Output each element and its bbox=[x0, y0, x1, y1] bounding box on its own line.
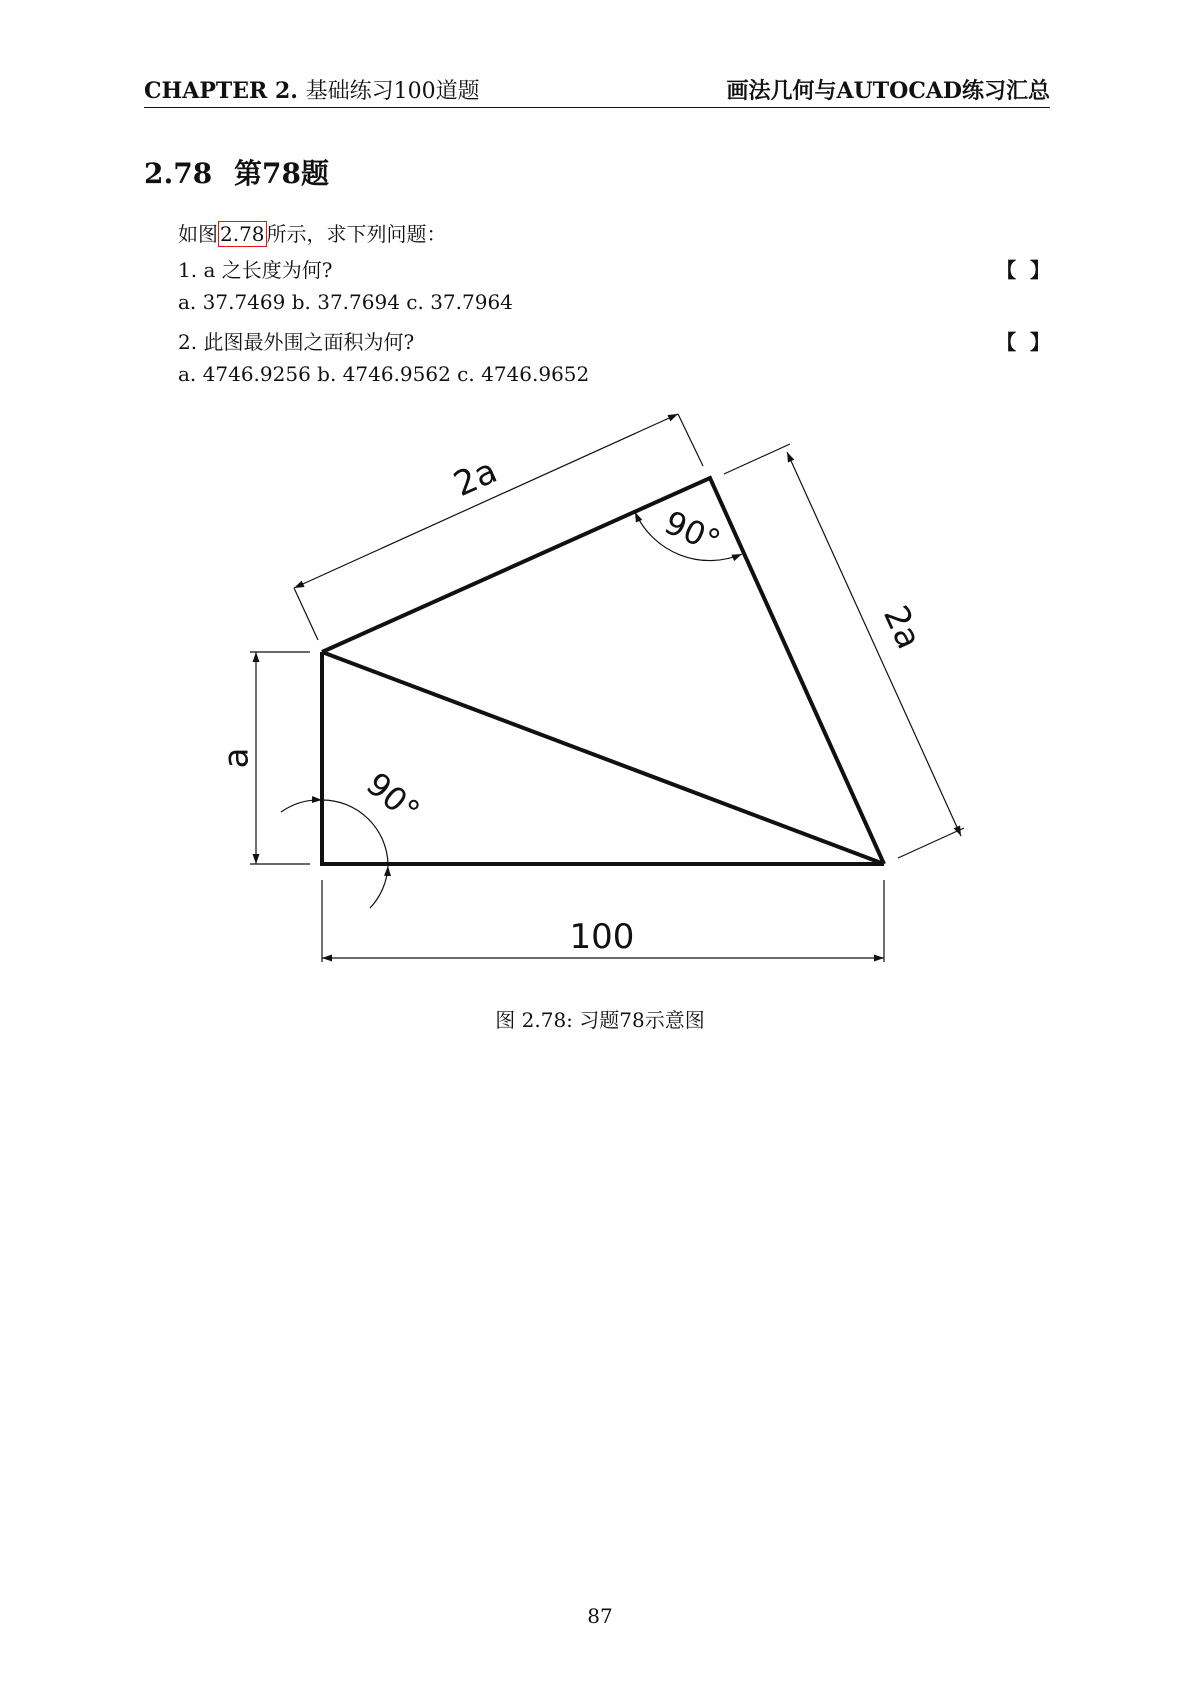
top-edge-label: 2a bbox=[447, 451, 504, 505]
top-dim-extension-left bbox=[294, 588, 318, 640]
left-edge-label: a bbox=[216, 747, 257, 769]
figure-caption: 图 2.78: 习题78示意图 bbox=[495, 1008, 705, 1032]
intro-prefix: 如图 bbox=[178, 222, 218, 246]
chapter-label: CHAPTER 2. bbox=[144, 78, 298, 104]
question-2-options: a. 4746.9256 b. 4746.9562 c. 4746.9652 bbox=[178, 362, 590, 386]
answer-bracket-1: 【 】 bbox=[996, 258, 1050, 282]
top-angle-label: 90° bbox=[658, 503, 727, 561]
right-edge-label: 2a bbox=[875, 599, 930, 656]
bottom-left-angle-arc bbox=[281, 800, 322, 812]
chapter-title: 基础练习100道题 bbox=[305, 79, 480, 104]
answer-bracket-2: 【 】 bbox=[996, 330, 1050, 354]
bottom-edge-label: 100 bbox=[569, 917, 635, 957]
running-header-book-title: 画法几何与AUTOCAD练习汇总 bbox=[726, 78, 1050, 104]
diagonal-edge bbox=[322, 652, 884, 864]
top-dim-extension-right bbox=[678, 414, 703, 466]
right-dim-extension-top bbox=[724, 444, 790, 474]
section-heading: 第78题 bbox=[234, 157, 329, 190]
question-2-text: 2. 此图最外围之面积为何? bbox=[178, 330, 415, 354]
question-1-text: 1. a 之长度为何? bbox=[178, 258, 333, 282]
section-number: 2.78 bbox=[144, 157, 213, 190]
page-number: 87 bbox=[587, 1604, 613, 1628]
right-dim-extension-bottom bbox=[898, 828, 964, 858]
top-dim-line bbox=[294, 414, 678, 588]
right-dim-line bbox=[787, 452, 961, 836]
question-1-options: a. 37.7469 b. 37.7694 c. 37.7964 bbox=[178, 290, 513, 314]
bottom-left-angle-label: 90° bbox=[359, 764, 428, 831]
figure-ref-link[interactable]: 2.78 bbox=[220, 222, 265, 246]
intro-suffix: 所示，求下列问题： bbox=[266, 222, 447, 246]
bottom-left-angle-arc-lower bbox=[370, 866, 388, 908]
